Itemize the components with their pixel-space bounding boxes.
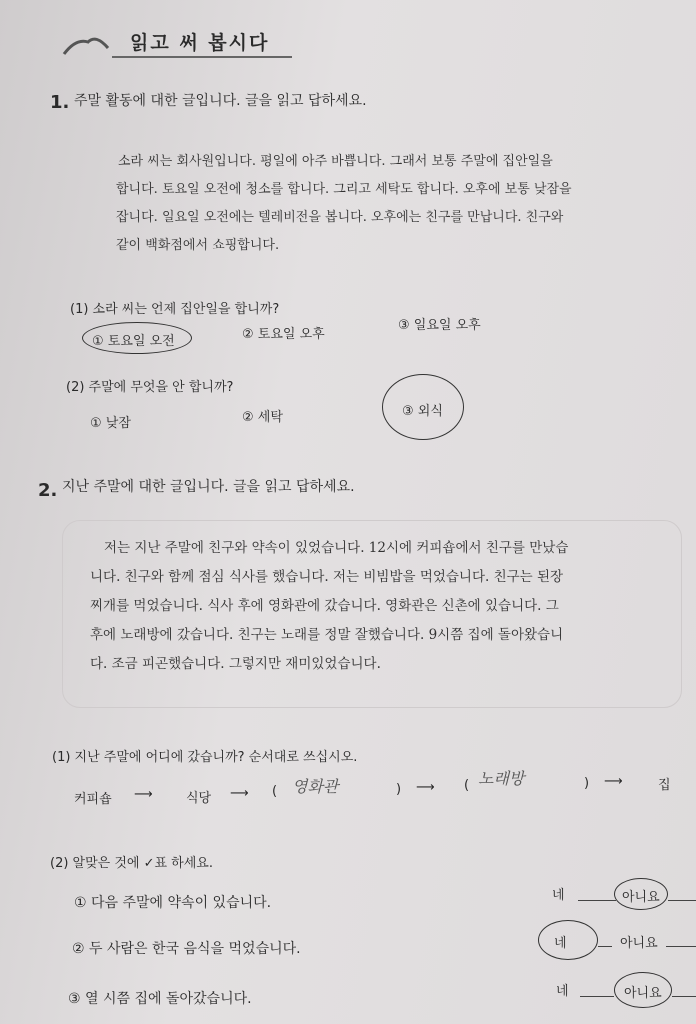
q1-sub2-option-1[interactable]: ① 낮잠 [90,416,131,431]
seq-item-coffee-shop: 커피숍 [74,792,112,807]
handwritten-answer-2[interactable]: 노래방 [478,769,525,788]
tf-yes-2[interactable]: 네 [554,936,567,951]
answer-blank [672,996,696,997]
answer-blank [578,900,616,901]
answer-blank [580,996,614,997]
q2-sub1-question: (1) 지난 주말에 어디에 갔습니까? 순서대로 쓰십시오. [52,750,358,765]
q1-passage-line: 합니다. 토요일 오전에 청소를 합니다. 그리고 세탁도 합니다. 오후에 보통 낮잠을 [116,182,572,197]
q1-sub1-option-2[interactable]: ② 토요일 오후 [242,327,325,342]
tf-no-1[interactable]: 아니요 [622,890,660,905]
q2-number: 2. [38,480,58,501]
tf-no-2[interactable]: 아니요 [620,936,658,951]
q2-passage-line: 다. 조금 피곤했습니다. 그렇지만 재미있었습니다. [90,656,381,672]
answer-blank [668,900,696,901]
paren-close: ) [396,782,402,797]
q1-sub2-option-3[interactable]: ③ 외식 [402,404,443,419]
paren-close: ) [584,776,590,791]
q1-passage-line: 같이 백화점에서 쇼핑합니다. [116,238,280,253]
tf-statement-1: ① 다음 주말에 약속이 있습니다. [74,895,272,911]
arrow-icon: ⟶ [416,780,435,795]
q2-passage-line: 후에 노래방에 갔습니다. 친구는 노래를 정말 잘했습니다. 9시쯤 집에 돌아왔습니 [90,627,564,643]
answer-circle-mark [382,374,464,440]
answer-blank [598,946,612,947]
arrow-icon: ⟶ [134,787,153,802]
answer-blank [666,946,696,947]
q1-passage-line: 잡니다. 일요일 오전에는 텔레비전을 봅니다. 오후에는 친구를 만납니다. 친구와 [116,210,564,225]
q2-passage-line: 저는 지난 주말에 친구와 약속이 있었습니다. 12시에 커피숍에서 친구를 만났습 [104,540,569,556]
seq-item-restaurant: 식당 [186,791,212,806]
tf-statement-2: ② 두 사람은 한국 음식을 먹었습니다. [72,941,301,957]
q1-sub2-option-2[interactable]: ② 세탁 [242,410,283,425]
page-title: 읽고 써 봅시다 [130,32,270,54]
tf-yes-1[interactable]: 네 [552,888,565,903]
q1-passage-line: 소라 씨는 회사원입니다. 평일에 아주 바쁩니다. 그래서 보통 주말에 집안일을 [118,154,553,169]
q1-sub1-option-3[interactable]: ③ 일요일 오후 [398,318,481,333]
tf-yes-3[interactable]: 네 [556,984,569,999]
tf-statement-3: ③ 열 시쯤 집에 돌아갔습니다. [68,991,252,1007]
tf-no-3[interactable]: 아니요 [624,986,662,1001]
paren-open: ( [272,784,278,799]
q2-sub2-question: (2) 알맞은 것에 ✓표 하세요. [50,856,213,871]
answer-circle-mark [82,322,192,354]
handwritten-answer-1[interactable]: 영화관 [292,777,339,796]
title-underline [112,56,292,58]
q2-instruction: 지난 주말에 대한 글입니다. 글을 읽고 답하세요. [62,479,355,495]
q1-number: 1. [50,92,70,113]
q2-passage-line: 니다. 친구와 함께 점심 식사를 했습니다. 저는 비빔밥을 먹었습니다. 친구는 된장 [90,569,564,585]
answer-circle-mark [614,972,672,1008]
q1-sub2-question: (2) 주말에 무엇을 안 합니까? [66,380,234,395]
paren-open: ( [464,778,470,793]
answer-circle-mark [614,878,668,910]
answer-circle-mark [538,920,598,960]
q2-passage-line: 찌개를 먹었습니다. 식사 후에 영화관에 갔습니다. 영화관은 신촌에 있습니다. 그 [90,598,559,614]
arrow-icon: ⟶ [604,774,623,789]
seq-item-home: 집 [658,778,671,793]
arrow-icon: ⟶ [230,786,249,801]
section-header-icon [62,30,110,58]
q1-instruction: 주말 활동에 대한 글입니다. 글을 읽고 답하세요. [74,93,367,109]
q1-sub1-question: (1) 소라 씨는 언제 집안일을 합니까? [70,302,280,317]
q1-sub1-option-1[interactable]: ① 토요일 오전 [92,334,175,349]
